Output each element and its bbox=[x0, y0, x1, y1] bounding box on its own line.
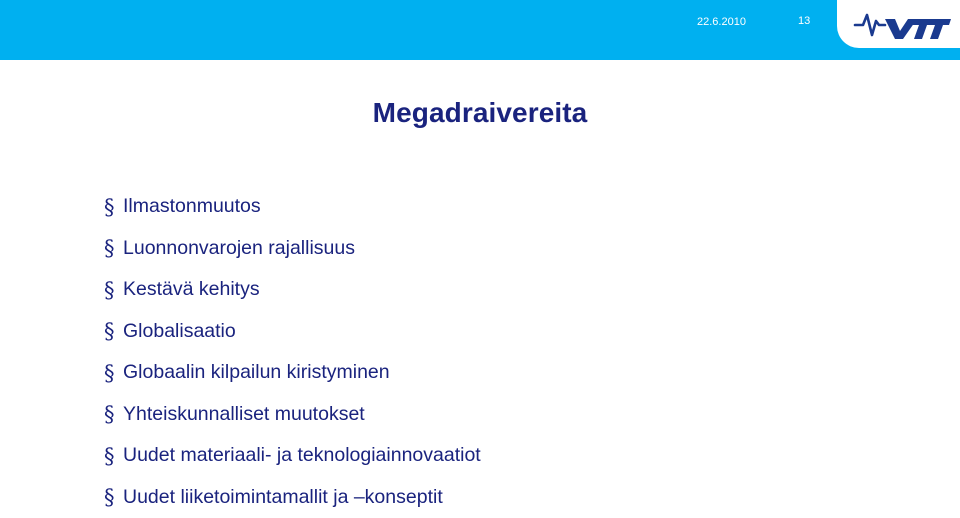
section-bullet-icon: § bbox=[104, 485, 123, 509]
section-bullet-icon: § bbox=[104, 444, 123, 468]
slide-title: Megadraivereita bbox=[0, 97, 960, 129]
slide-date: 22.6.2010 bbox=[697, 16, 746, 28]
bullet-text: Globaalin kilpailun kiristyminen bbox=[123, 361, 390, 384]
bullet-text: Uudet materiaali- ja teknologiainnovaatiot bbox=[123, 444, 481, 467]
bullet-text: Yhteiskunnalliset muutokset bbox=[123, 403, 365, 426]
list-item bbox=[104, 477, 481, 518]
list-item bbox=[104, 311, 481, 353]
header-bar bbox=[0, 0, 960, 60]
bullet-list bbox=[104, 186, 481, 518]
list-item bbox=[104, 352, 481, 394]
section-bullet-icon: § bbox=[104, 278, 123, 302]
list-item bbox=[104, 394, 481, 436]
logo-container bbox=[837, 0, 960, 48]
list-item bbox=[104, 435, 481, 477]
section-bullet-icon: § bbox=[104, 236, 123, 260]
bullet-text: Uudet liiketoimintamallit ja –konseptit bbox=[123, 486, 443, 509]
section-bullet-icon: § bbox=[104, 361, 123, 385]
list-item bbox=[104, 228, 481, 270]
list-item bbox=[104, 269, 481, 311]
bullet-text: Luonnonvarojen rajallisuus bbox=[123, 237, 355, 260]
bullet-text: Kestävä kehitys bbox=[123, 278, 260, 301]
slide-page-number: 13 bbox=[798, 15, 810, 27]
vtt-logo-icon bbox=[851, 5, 951, 43]
section-bullet-icon: § bbox=[104, 319, 123, 343]
bullet-text: Globalisaatio bbox=[123, 320, 236, 343]
section-bullet-icon: § bbox=[104, 195, 123, 219]
section-bullet-icon: § bbox=[104, 402, 123, 426]
bullet-text: Ilmastonmuutos bbox=[123, 195, 261, 218]
list-item bbox=[104, 186, 481, 228]
